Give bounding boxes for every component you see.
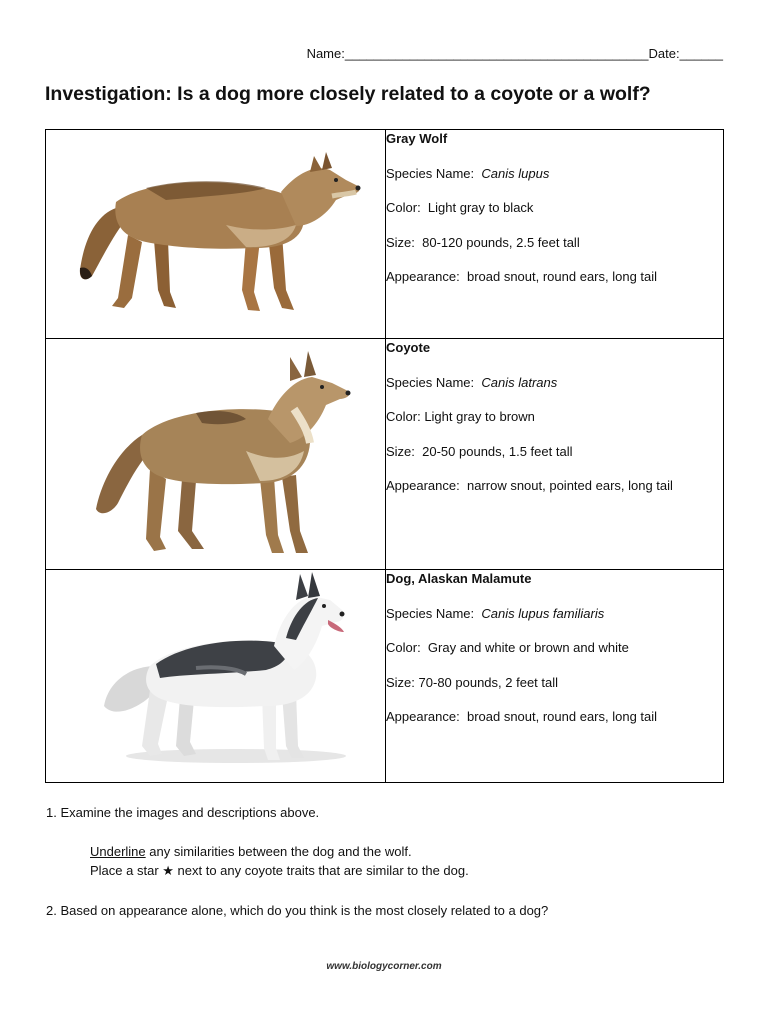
animal-comparison-table	[45, 129, 724, 783]
color-label: Color:	[386, 640, 421, 655]
species-line	[386, 605, 723, 622]
size-value: 80-120 pounds, 2.5 feet tall	[422, 234, 580, 250]
dog-alaskan-malamute-image	[46, 570, 383, 782]
species-value: Canis latrans	[481, 374, 558, 390]
color-label: Color:	[386, 409, 421, 424]
page-title: Investigation: Is a dog more closely related to a coyote or a wolf?	[45, 83, 651, 105]
species-label: Species Name:	[386, 374, 475, 390]
size-label: Size:	[386, 234, 415, 250]
table-row-gray-wolf	[46, 130, 724, 339]
color-value: Gray and white or brown and white	[427, 640, 629, 655]
dog-info	[386, 570, 724, 783]
size-label: Size:	[386, 674, 415, 690]
color-label: Color:	[386, 200, 421, 215]
appearance-label: Appearance:	[386, 478, 460, 493]
coyote-image	[46, 339, 383, 569]
question-1-star-instruction: Place a star ★ next to any coyote traits that are similar to the dog.	[90, 863, 469, 878]
appearance-value: narrow snout, pointed ears, long tail	[466, 478, 673, 493]
appearance-label: Appearance:	[386, 269, 460, 284]
date-blank[interactable]: ______	[679, 46, 723, 61]
size-line	[386, 443, 723, 460]
gray-wolf-info	[386, 130, 724, 339]
animal-name: Dog, Alaskan Malamute	[386, 571, 532, 586]
species-label: Species Name:	[386, 165, 475, 181]
coyote-info	[386, 339, 724, 570]
dog-image-cell	[46, 570, 386, 783]
species-line	[386, 374, 723, 391]
species-line	[386, 165, 723, 182]
name-label: Name:	[306, 46, 345, 61]
appearance-line	[386, 708, 723, 725]
appearance-line	[386, 477, 723, 494]
color-value: Light gray to black	[427, 200, 534, 215]
appearance-value: broad snout, round ears, long tail	[466, 269, 658, 284]
question-1-underline-instruction	[90, 844, 412, 859]
gray-wolf-image-cell	[46, 130, 386, 339]
appearance-value: broad snout, round ears, long tail	[466, 709, 658, 724]
footer-website: www.biologycorner.com	[326, 961, 442, 972]
animal-name: Gray Wolf	[386, 131, 448, 146]
date-label: Date:	[648, 46, 680, 61]
underline-word: Underline	[90, 844, 146, 859]
question-2: 2. Based on appearance alone, which do you think is the most closely related to a dog?	[46, 903, 549, 918]
size-value: 70-80 pounds, 2 feet tall	[418, 674, 559, 690]
species-value: Canis lupus familiaris	[481, 605, 605, 621]
species-value: Canis lupus	[481, 165, 550, 181]
color-line	[386, 199, 723, 216]
size-label: Size:	[386, 443, 415, 459]
appearance-label: Appearance:	[386, 709, 460, 724]
animal-name: Coyote	[386, 340, 431, 355]
underline-instruction-text: any similarities between the dog and the wolf.	[145, 844, 412, 859]
appearance-line	[386, 268, 723, 285]
size-line	[386, 234, 723, 251]
color-value: Light gray to brown	[424, 409, 535, 424]
gray-wolf-image	[46, 130, 383, 338]
coyote-image-cell	[46, 339, 386, 570]
size-value: 20-50 pounds, 1.5 feet tall	[422, 443, 573, 459]
species-label: Species Name:	[386, 605, 475, 621]
name-blank[interactable]: __________________________________________	[344, 46, 649, 61]
color-line	[386, 408, 723, 425]
name-date-row	[0, 46, 723, 61]
color-line	[386, 639, 723, 656]
question-1: 1. Examine the images and descriptions above.	[46, 805, 320, 820]
table-row-coyote	[46, 339, 724, 570]
table-row-dog	[46, 570, 724, 783]
size-line	[386, 674, 723, 691]
